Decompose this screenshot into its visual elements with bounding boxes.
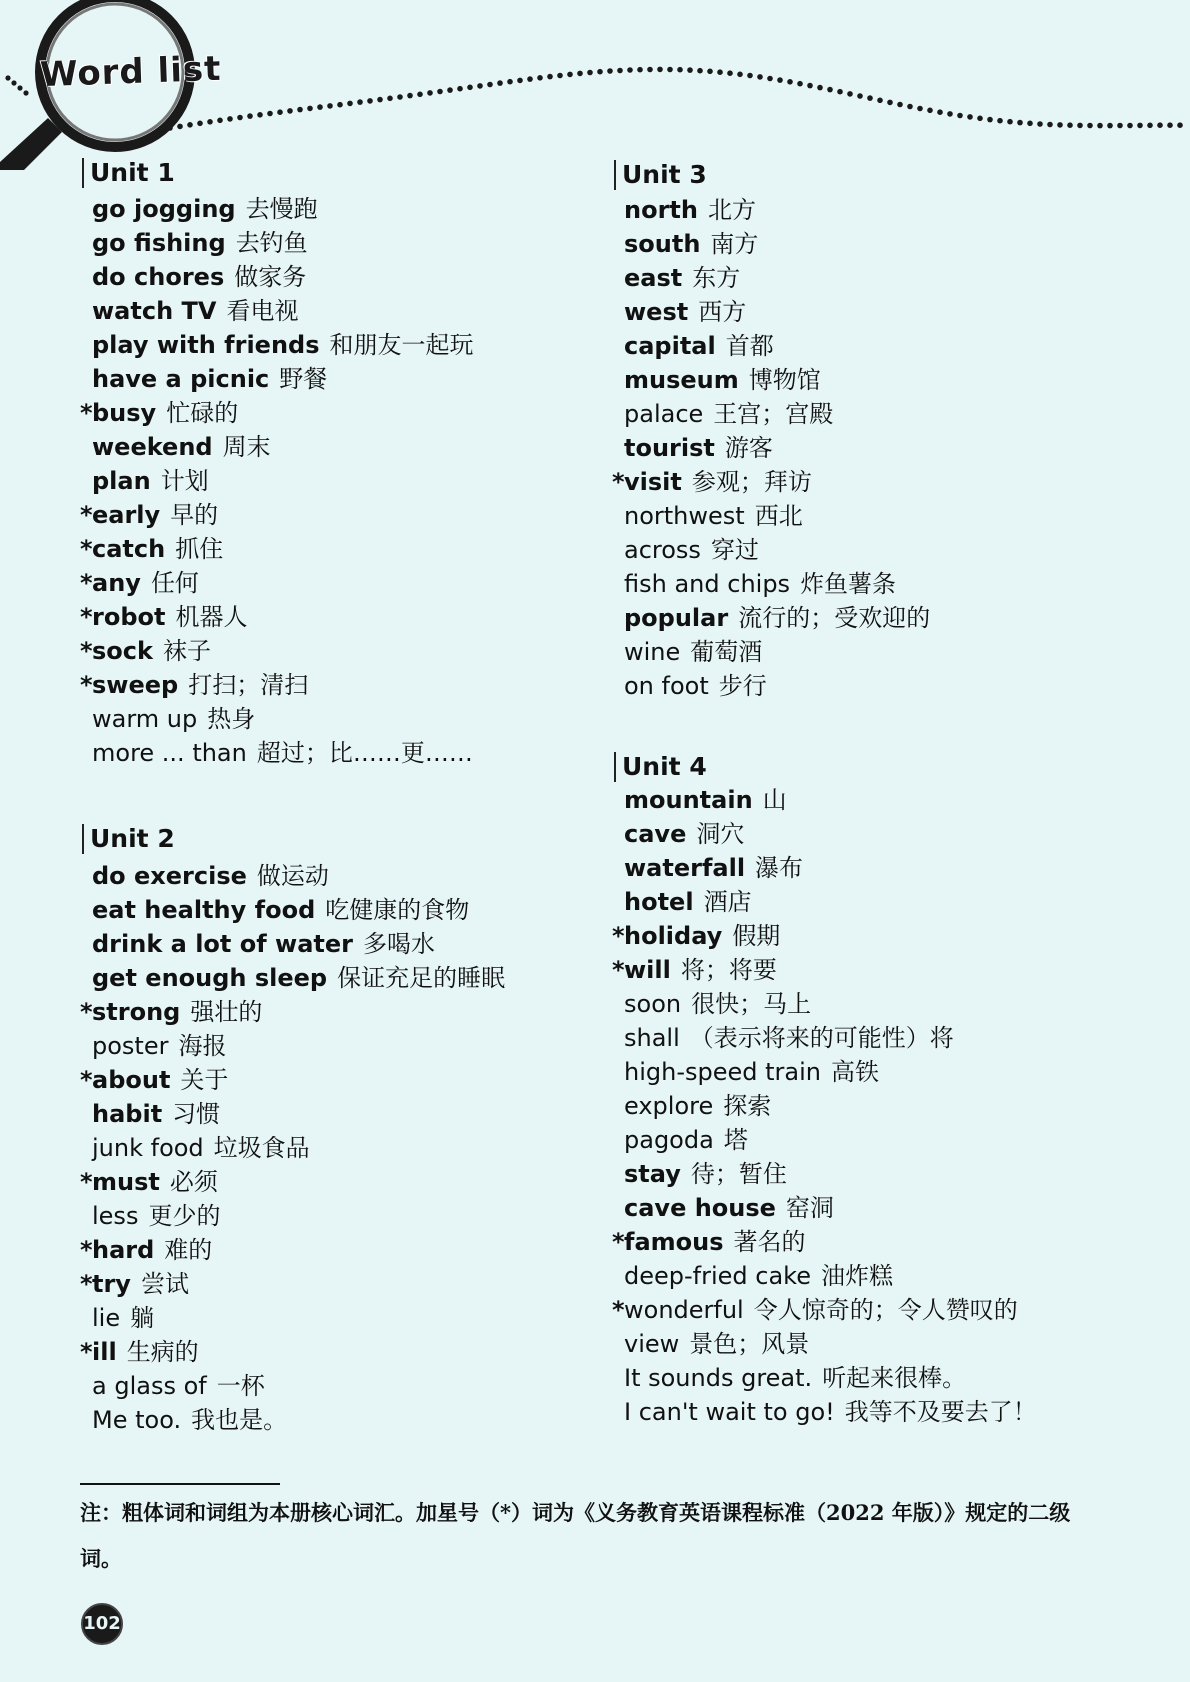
star-marker: * [80, 399, 93, 427]
unit-title: Unit 2 [82, 824, 175, 854]
word-chinese: 尝试 [140, 1270, 189, 1298]
word-chinese: 计划 [160, 467, 209, 495]
word-entry [612, 1225, 806, 1259]
word-entry [612, 953, 777, 987]
word-entry [80, 702, 255, 736]
word-english: hotel [624, 888, 694, 916]
word-entry [80, 1029, 226, 1063]
word-entry [612, 193, 756, 227]
word-chinese: 抓住 [175, 535, 224, 563]
word-english: ill [92, 1338, 117, 1366]
word-english: sweep [92, 671, 179, 699]
word-entry [612, 499, 803, 533]
word-chinese: 难的 [164, 1236, 213, 1264]
word-entry [80, 736, 473, 770]
word-english: pagoda [624, 1126, 714, 1154]
word-entry [612, 987, 811, 1021]
word-entry [612, 329, 774, 363]
word-english: weekend [92, 433, 213, 461]
word-entry [80, 1165, 218, 1199]
word-chinese: 热身 [207, 705, 256, 733]
star-marker: * [80, 1168, 93, 1196]
star-marker: * [80, 1066, 93, 1094]
word-chinese: 必须 [169, 1168, 218, 1196]
word-chinese: 强壮的 [190, 998, 263, 1026]
word-chinese: 生病的 [126, 1338, 199, 1366]
word-english: palace [624, 400, 704, 428]
word-english: lie [92, 1304, 121, 1332]
word-chinese: 参观；拜访 [691, 468, 812, 496]
word-entry [612, 533, 759, 567]
word-english: poster [92, 1032, 169, 1060]
word-english: mountain [624, 786, 753, 814]
word-chinese: 穿过 [710, 536, 759, 564]
word-chinese: 做家务 [234, 263, 307, 291]
word-chinese: 打扫；清扫 [188, 671, 309, 699]
word-chinese: 听起来很棒。 [822, 1364, 967, 1392]
word-entry [80, 532, 223, 566]
footnote: 注：粗体词和词组为本册核心词汇。加星号（*）词为《义务教育英语课程标准（2022 年版）》规定的二级词。 [80, 1500, 1071, 1571]
word-entry [612, 919, 780, 953]
word-chinese: 令人惊奇的；令人赞叹的 [753, 1296, 1018, 1324]
word-english: get enough sleep [92, 964, 328, 992]
word-english: cave house [624, 1194, 776, 1222]
word-english: more ... than [92, 739, 247, 767]
word-chinese: 我也是。 [191, 1406, 288, 1434]
word-english: Me too. [92, 1406, 182, 1434]
word-chinese: 塔 [723, 1126, 748, 1154]
word-english: west [624, 298, 689, 326]
star-marker: * [80, 501, 93, 529]
word-english: busy [92, 399, 157, 427]
word-entry [612, 227, 758, 261]
word-chinese: 保证充足的睡眠 [337, 964, 506, 992]
star-marker: * [80, 1338, 93, 1366]
word-entry [80, 1335, 199, 1369]
word-entry [80, 1131, 310, 1165]
word-english: museum [624, 366, 739, 394]
word-english: do exercise [92, 862, 247, 890]
word-entry [80, 1369, 265, 1403]
word-english: soon [624, 990, 682, 1018]
word-chinese: 袜子 [162, 637, 211, 665]
word-entry [80, 1233, 212, 1267]
word-entry [612, 1191, 834, 1225]
word-chinese: 和朋友一起玩 [329, 331, 474, 359]
star-marker: * [80, 1270, 93, 1298]
star-marker: * [80, 603, 93, 631]
star-marker: * [80, 1236, 93, 1264]
word-chinese: 机器人 [175, 603, 248, 631]
star-marker: * [612, 956, 625, 984]
word-chinese: 关于 [180, 1066, 229, 1094]
word-entry [80, 362, 327, 396]
word-chinese: 周末 [222, 433, 271, 461]
word-english: sock [92, 637, 153, 665]
word-english: popular [624, 604, 729, 632]
word-list-title: Word list [39, 48, 223, 96]
word-chinese: 北方 [707, 196, 756, 224]
word-entry [612, 431, 773, 465]
word-entry [80, 668, 308, 702]
word-english: hard [92, 1236, 155, 1264]
word-entry [80, 1267, 189, 1301]
word-entry [612, 363, 821, 397]
word-english: on foot [624, 672, 709, 700]
word-english: It sounds great. [624, 1364, 813, 1392]
word-english: east [624, 264, 683, 292]
word-english: deep-fried cake [624, 1262, 811, 1290]
unit-title: Unit 3 [614, 160, 707, 190]
word-english: junk food [92, 1134, 204, 1162]
word-chinese: 油炸糕 [820, 1262, 893, 1290]
word-chinese: 习惯 [172, 1100, 221, 1128]
word-english: habit [92, 1100, 163, 1128]
word-chinese: 很快；马上 [691, 990, 812, 1018]
word-english: northwest [624, 502, 745, 530]
page-number: 102 [81, 1603, 123, 1645]
word-chinese: 看电视 [226, 297, 299, 325]
star-marker: * [80, 569, 93, 597]
word-chinese: 流行的；受欢迎的 [738, 604, 931, 632]
word-entry [80, 396, 238, 430]
word-chinese: 去钓鱼 [235, 229, 308, 257]
word-english: south [624, 230, 701, 258]
word-english: explore [624, 1092, 714, 1120]
word-english: drink a lot of water [92, 930, 353, 958]
word-chinese: 更少的 [148, 1202, 221, 1230]
word-entry [80, 566, 199, 600]
word-english: watch TV [92, 297, 217, 325]
word-entry [80, 927, 435, 961]
word-entry [612, 1327, 809, 1361]
word-entry [612, 1395, 1037, 1429]
word-entry [612, 1157, 787, 1191]
star-marker: * [80, 535, 93, 563]
word-entry [80, 1301, 154, 1335]
word-entry [612, 397, 833, 431]
word-english: eat healthy food [92, 896, 316, 924]
word-chinese: （表示将来的可能性）将 [689, 1024, 954, 1052]
word-english: try [92, 1270, 131, 1298]
star-marker: * [612, 468, 625, 496]
word-entry [80, 600, 247, 634]
star-marker: * [80, 637, 93, 665]
word-entry [612, 783, 787, 817]
word-chinese: 将；将要 [680, 956, 777, 984]
word-entry [80, 226, 308, 260]
header [0, 0, 1190, 170]
word-english: catch [92, 535, 166, 563]
word-chinese: 超过；比……更…… [256, 739, 473, 767]
word-chinese: 景色；风景 [689, 1330, 810, 1358]
word-chinese: 吃健康的食物 [325, 896, 470, 924]
unit-title: Unit 4 [614, 752, 707, 782]
word-english: early [92, 501, 161, 529]
word-chinese: 南方 [710, 230, 759, 258]
word-entry [612, 885, 752, 919]
star-marker: * [80, 998, 93, 1026]
word-entry [612, 1123, 748, 1157]
word-chinese: 游客 [724, 434, 773, 462]
word-english: stay [624, 1160, 681, 1188]
word-entry [612, 669, 767, 703]
word-chinese: 山 [762, 786, 787, 814]
word-english: about [92, 1066, 171, 1094]
word-entry [612, 635, 762, 669]
word-chinese: 窑洞 [785, 1194, 834, 1222]
word-english: north [624, 196, 698, 224]
word-english: have a picnic [92, 365, 270, 393]
word-chinese: 垃圾食品 [213, 1134, 310, 1162]
word-chinese: 博物馆 [748, 366, 821, 394]
word-chinese: 葡萄酒 [690, 638, 763, 666]
word-chinese: 西北 [754, 502, 803, 530]
word-english: go fishing [92, 229, 226, 257]
word-english: play with friends [92, 331, 320, 359]
word-entry [80, 961, 505, 995]
word-english: shall [624, 1024, 680, 1052]
word-chinese: 洞穴 [696, 820, 745, 848]
word-chinese: 高铁 [830, 1058, 879, 1086]
word-english: capital [624, 332, 716, 360]
word-entry [80, 430, 271, 464]
word-chinese: 忙碌的 [166, 399, 239, 427]
word-entry [612, 567, 896, 601]
word-english: go jogging [92, 195, 236, 223]
word-chinese: 东方 [692, 264, 741, 292]
word-chinese: 早的 [170, 501, 219, 529]
word-entry [80, 1063, 228, 1097]
word-english: across [624, 536, 701, 564]
word-english: any [92, 569, 141, 597]
word-english: waterfall [624, 854, 746, 882]
word-entry [612, 1089, 771, 1123]
word-english: must [92, 1168, 160, 1196]
footnote-rule [80, 1483, 280, 1485]
word-chinese: 酒店 [703, 888, 752, 916]
word-english: do chores [92, 263, 225, 291]
word-entry [80, 464, 209, 498]
word-entry [80, 995, 262, 1029]
word-chinese: 一杯 [216, 1372, 265, 1400]
word-chinese: 任何 [150, 569, 199, 597]
unit-title: Unit 1 [82, 158, 175, 188]
word-entry [612, 1361, 966, 1395]
word-english: visit [624, 468, 682, 496]
word-entry [612, 1293, 1018, 1327]
word-chinese: 躺 [130, 1304, 155, 1332]
word-chinese: 野餐 [279, 365, 328, 393]
word-entry [80, 294, 298, 328]
word-entry [612, 465, 812, 499]
word-entry [612, 601, 930, 635]
word-entry [80, 1097, 220, 1131]
word-chinese: 首都 [725, 332, 774, 360]
word-chinese: 西方 [698, 298, 747, 326]
word-chinese: 炸鱼薯条 [800, 570, 897, 598]
word-chinese: 假期 [732, 922, 781, 950]
word-english: holiday [624, 922, 723, 950]
word-entry [612, 1021, 954, 1055]
word-english: view [624, 1330, 680, 1358]
word-english: I can't wait to go! [624, 1398, 835, 1426]
word-entry [612, 1055, 879, 1089]
star-marker: * [612, 1228, 625, 1256]
word-english: less [92, 1202, 139, 1230]
word-entry [612, 851, 803, 885]
word-chinese: 多喝水 [362, 930, 435, 958]
word-chinese: 步行 [718, 672, 767, 700]
word-english: famous [624, 1228, 724, 1256]
word-english: will [624, 956, 671, 984]
word-chinese: 瀑布 [755, 854, 804, 882]
star-marker: * [612, 922, 625, 950]
word-entry [80, 859, 329, 893]
word-entry [612, 1259, 893, 1293]
word-entry [612, 817, 744, 851]
word-english: robot [92, 603, 166, 631]
word-chinese: 做运动 [256, 862, 329, 890]
word-english: wonderful [624, 1296, 744, 1324]
word-english: plan [92, 467, 151, 495]
word-english: strong [92, 998, 181, 1026]
word-entry [612, 261, 740, 295]
word-entry [80, 893, 469, 927]
word-entry [80, 498, 218, 532]
word-english: cave [624, 820, 687, 848]
word-chinese: 探索 [723, 1092, 772, 1120]
word-entry [80, 192, 318, 226]
word-english: a glass of [92, 1372, 207, 1400]
word-english: tourist [624, 434, 715, 462]
word-chinese: 待；暂住 [690, 1160, 787, 1188]
word-entry [80, 1403, 287, 1437]
word-chinese: 著名的 [733, 1228, 806, 1256]
word-entry [80, 1199, 220, 1233]
word-english: fish and chips [624, 570, 791, 598]
word-entry [80, 634, 211, 668]
word-chinese: 王宫；宫殿 [713, 400, 834, 428]
word-entry [80, 328, 474, 362]
word-chinese: 我等不及要去了！ [844, 1398, 1037, 1426]
star-marker: * [80, 671, 93, 699]
star-marker: * [612, 1296, 625, 1324]
word-chinese: 去慢跑 [245, 195, 318, 223]
word-chinese: 海报 [178, 1032, 227, 1060]
word-english: warm up [92, 705, 198, 733]
word-english: high-speed train [624, 1058, 821, 1086]
word-english: wine [624, 638, 681, 666]
word-entry [80, 260, 306, 294]
word-entry [612, 295, 746, 329]
